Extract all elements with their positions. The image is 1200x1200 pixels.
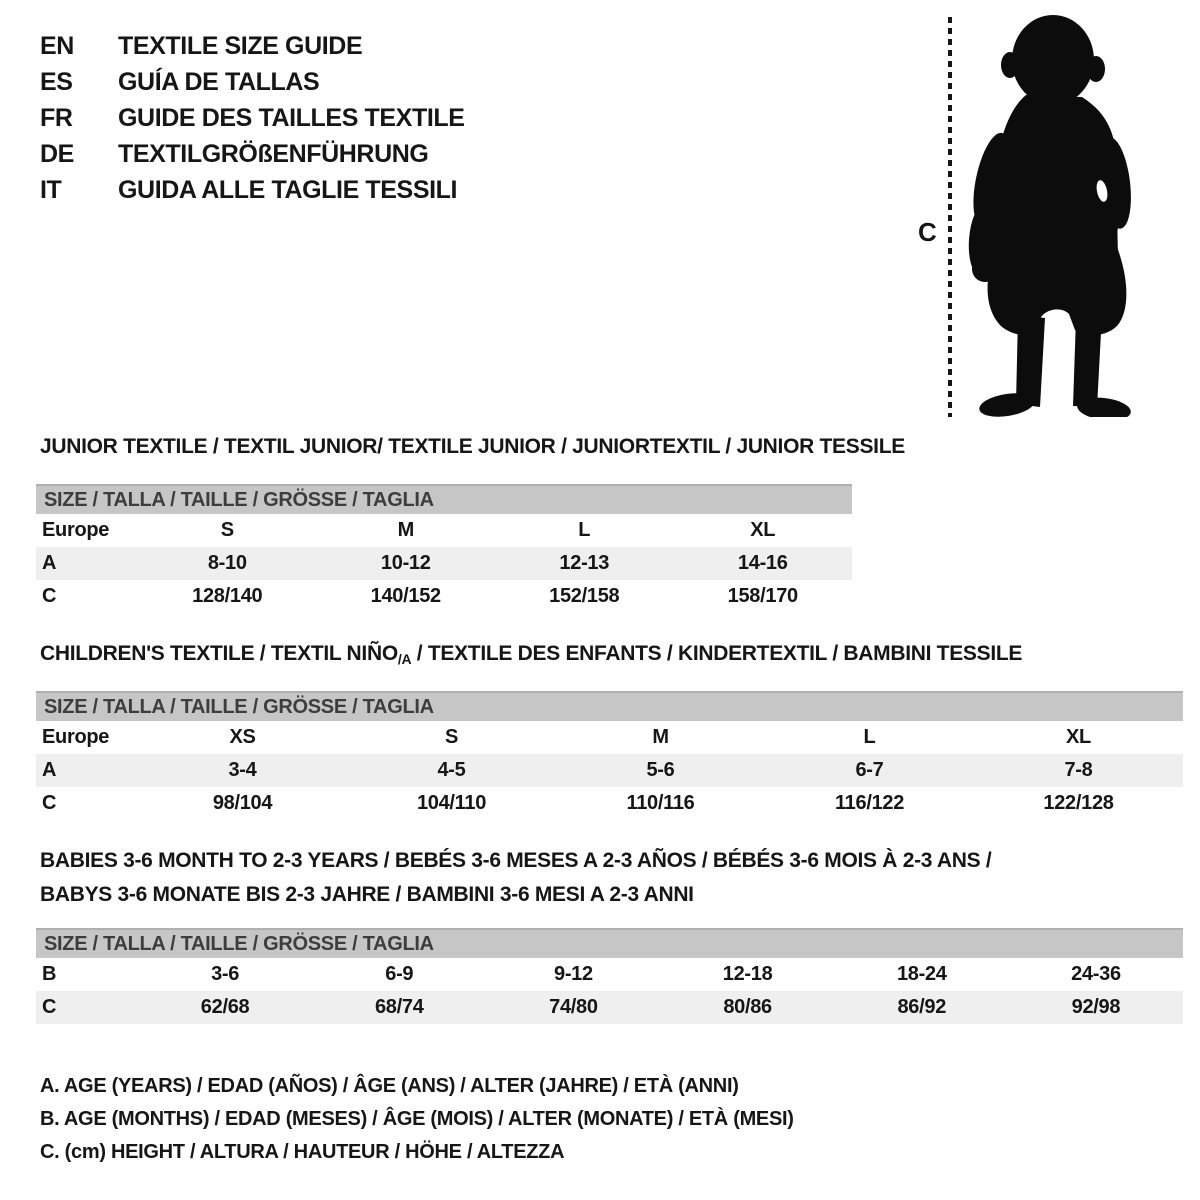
size-cell: XL <box>750 519 776 541</box>
lang-code: DE <box>40 139 74 168</box>
size-cell: 9-12 <box>554 963 593 985</box>
size-cell: 116/122 <box>834 792 905 814</box>
table-row <box>36 514 852 547</box>
row-label: B <box>42 963 57 985</box>
children-size-table <box>36 691 1183 820</box>
row-label: A <box>42 552 57 574</box>
lang-title: GUIDE DES TAILLES TEXTILE <box>118 103 465 132</box>
lang-code: FR <box>40 103 73 132</box>
lang-title: GUÍA DE TALLAS <box>118 67 320 96</box>
lang-title: GUIDA ALLE TAGLIE TESSILI <box>118 175 458 204</box>
size-cell: 140/152 <box>370 585 441 607</box>
size-cell: L <box>863 726 876 748</box>
lang-row-en <box>40 28 465 64</box>
size-cell: 98/104 <box>212 792 273 814</box>
junior-section-title: JUNIOR TEXTILE / TEXTIL JUNIOR/ TEXTILE JUNIOR / JUNIORTEXTIL / JUNIOR TESSILE <box>40 435 905 458</box>
lang-row-de <box>40 136 465 172</box>
junior-size-table <box>36 484 852 613</box>
size-cell: S <box>220 519 234 541</box>
size-cell: S <box>444 726 459 748</box>
language-header <box>40 28 465 208</box>
size-cell: 158/170 <box>727 585 798 607</box>
size-cell: XL <box>1066 726 1091 748</box>
table-row <box>36 547 852 580</box>
table-row <box>36 958 1183 991</box>
size-cell: M <box>397 519 414 541</box>
size-cell: 3-6 <box>211 963 240 985</box>
babies-size-table <box>36 928 1183 1024</box>
row-label: C <box>42 585 57 607</box>
children-title-suffix: /A <box>397 651 412 667</box>
table-row <box>36 787 1183 820</box>
size-cell: 8-10 <box>207 552 247 574</box>
row-label: A <box>42 759 57 781</box>
size-cell: 128/140 <box>192 585 263 607</box>
children-title-rest: / TEXTILE DES ENFANTS / KINDERTEXTIL / BAMBINI TESSILE <box>411 642 1023 665</box>
size-cell: 74/80 <box>549 996 598 1018</box>
babies-title-line1: BABIES 3-6 MONTH TO 2-3 YEARS / BEBÉS 3-6 MESES A 2-3 AÑOS / BÉBÉS 3-6 MOIS À 2-3 ANS / <box>40 849 992 872</box>
size-cell: 68/74 <box>374 996 424 1018</box>
legend-line-b: B. AGE (MONTHS) / EDAD (MESES) / ÂGE (MOIS) / ALTER (MONATE) / ETÀ (MESI) <box>40 1108 794 1130</box>
size-header-bar: SIZE / TALLA / TAILLE / GRÖSSE / TAGLIA <box>36 691 1183 721</box>
table-row <box>36 580 852 613</box>
size-cell: 6-9 <box>385 963 414 985</box>
size-cell: 62/68 <box>200 996 250 1018</box>
size-cell: 152/158 <box>549 585 620 607</box>
size-cell: 6-7 <box>855 759 884 781</box>
lang-title: TEXTILE SIZE GUIDE <box>118 31 363 60</box>
size-cell: 14-16 <box>737 552 788 574</box>
size-cell: 110/116 <box>626 792 695 814</box>
size-cell: 7-8 <box>1064 759 1093 781</box>
lang-row-es <box>40 64 465 100</box>
babies-title-line2: BABYS 3-6 MONATE BIS 2-3 JAHRE / BAMBINI 3-6 MESI A 2-3 ANNI <box>40 883 694 906</box>
size-cell: M <box>652 726 669 748</box>
table-row <box>36 991 1183 1024</box>
measurement-legend <box>40 1070 794 1169</box>
table-row <box>36 754 1183 787</box>
size-cell: 92/98 <box>1071 996 1121 1018</box>
size-cell: 24-36 <box>1071 963 1121 985</box>
size-header-bar: SIZE / TALLA / TAILLE / GRÖSSE / TAGLIA <box>36 928 1183 958</box>
lang-title: TEXTILGRÖßENFÜHRUNG <box>118 139 429 168</box>
lang-code: EN <box>40 31 74 60</box>
lang-row-fr <box>40 100 465 136</box>
size-cell: 80/86 <box>723 996 772 1018</box>
size-cell: 4-5 <box>437 759 466 781</box>
size-cell: 10-12 <box>380 552 431 574</box>
table-row <box>36 721 1183 754</box>
lang-code: ES <box>40 67 73 96</box>
size-cell: 104/110 <box>416 792 487 814</box>
lang-code: IT <box>40 175 62 204</box>
size-cell: 12-18 <box>722 963 773 985</box>
height-measure-label: C <box>918 217 937 247</box>
legend-line-a: A. AGE (YEARS) / EDAD (AÑOS) / ÂGE (ANS) / ALTER (JAHRE) / ETÀ (ANNI) <box>40 1075 739 1097</box>
children-title-main: CHILDREN'S TEXTILE / TEXTIL NIÑO <box>40 642 398 665</box>
lang-row-it <box>40 172 465 208</box>
children-section-title <box>40 642 1022 667</box>
row-label: Europe <box>42 519 110 541</box>
size-cell: 12-13 <box>559 552 610 574</box>
size-cell: L <box>578 519 591 541</box>
row-label: C <box>42 996 57 1018</box>
height-dashed-line <box>948 17 952 417</box>
toddler-silhouette <box>966 15 1138 417</box>
size-cell: 18-24 <box>896 963 947 985</box>
size-cell: 5-6 <box>646 759 675 781</box>
size-cell: 3-4 <box>228 759 257 781</box>
babies-section-title <box>40 844 991 912</box>
size-cell: 86/92 <box>897 996 947 1018</box>
size-cell: XS <box>229 726 256 748</box>
row-label: Europe <box>42 726 110 748</box>
measurement-figure <box>900 15 1185 427</box>
legend-line-c: C. (cm) HEIGHT / ALTURA / HAUTEUR / HÖHE / ALTEZZA <box>40 1141 565 1163</box>
size-header-bar: SIZE / TALLA / TAILLE / GRÖSSE / TAGLIA <box>36 484 852 514</box>
size-cell: 122/128 <box>1043 792 1114 814</box>
row-label: C <box>42 792 57 814</box>
